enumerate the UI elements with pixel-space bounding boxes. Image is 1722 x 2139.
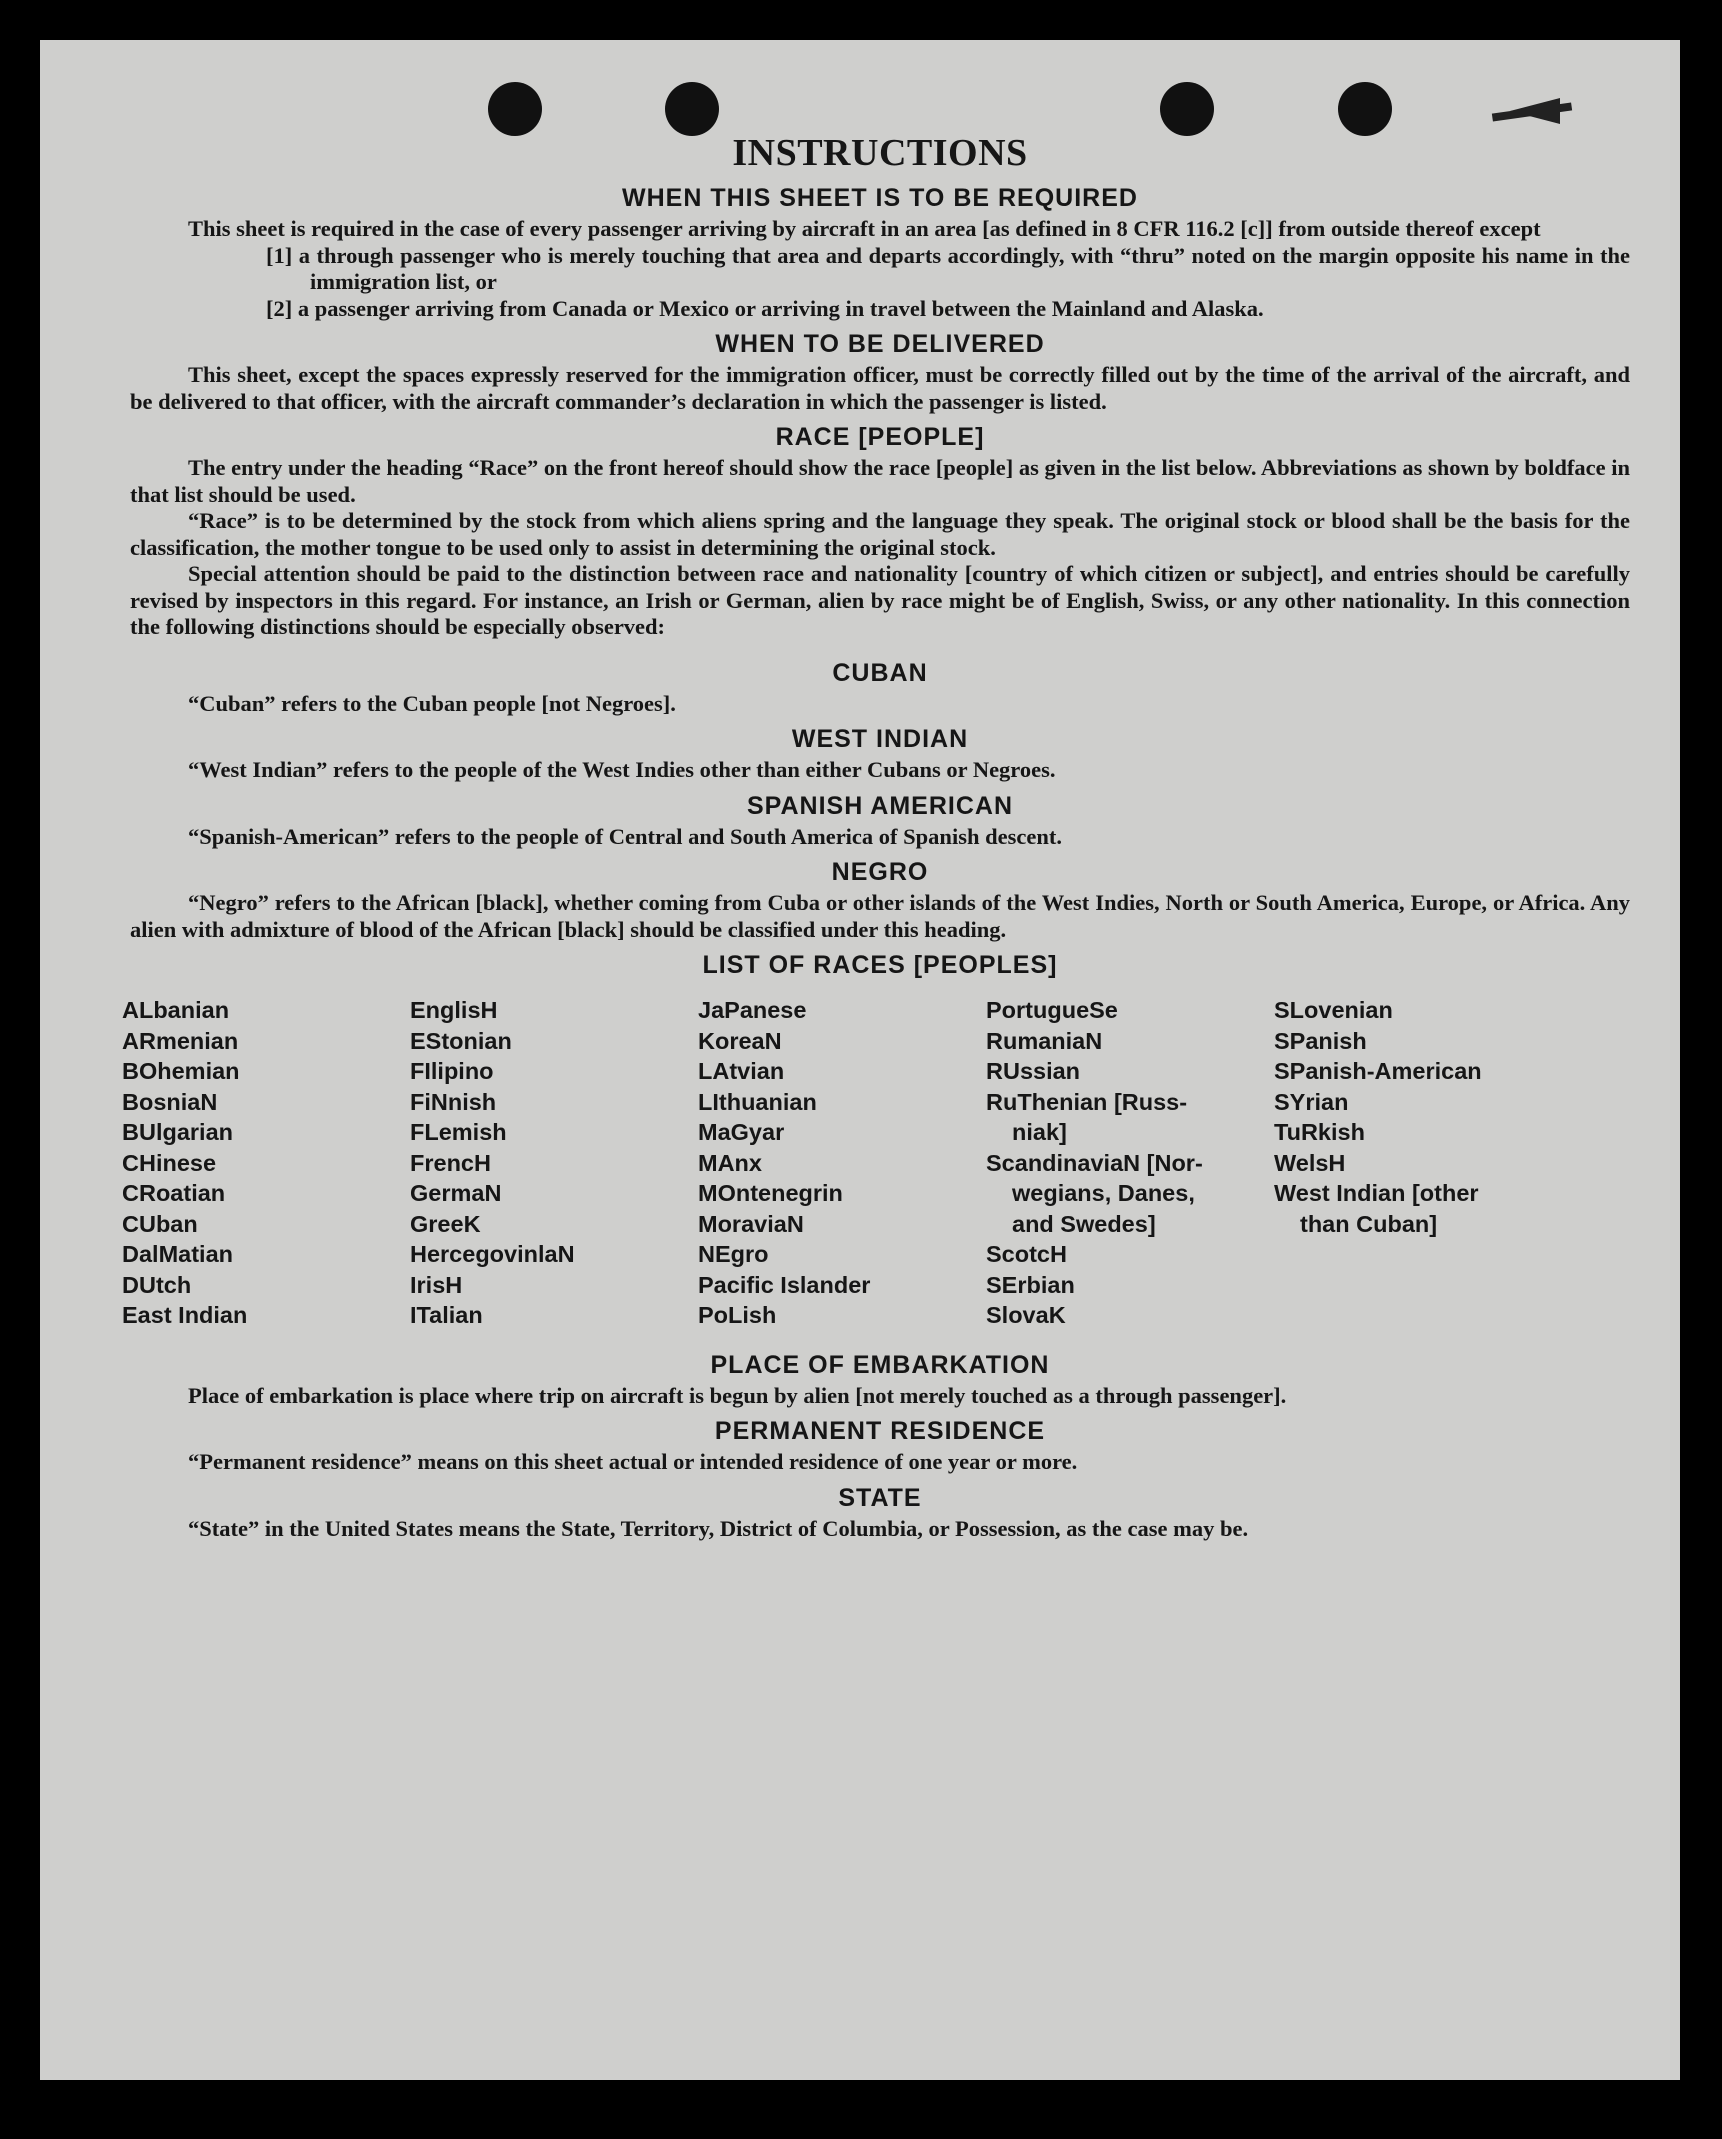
- punch-hole: [488, 82, 542, 136]
- race-column: [410, 995, 698, 1331]
- race-column: [1274, 995, 1562, 1331]
- spanish-american-text: “Spanish-American” refers to the people of Central and South America of Spanish descent.: [188, 823, 1062, 849]
- section-heading-permanent-residence: PERMANENT RESIDENCE: [714, 1417, 1046, 1445]
- race-entry: IrisH: [410, 1271, 463, 1298]
- race-entry: KoreaN: [698, 1027, 782, 1054]
- race-entry: FLemish: [410, 1119, 507, 1145]
- race-entry: East Indian: [122, 1302, 248, 1328]
- race-entry: EnglisH: [410, 997, 498, 1023]
- when-delivered-text: This sheet, except the spaces expressly reserved for the immigration officer, must be correctly filled out by the time of the arrival of the aircraft, and be delivered to that officer, with the aircraft commander’s declaration in which the passenger is listed.: [130, 362, 1630, 414]
- race-entry: PoLish: [698, 1302, 777, 1328]
- race-entry: BOhemian: [122, 1058, 240, 1084]
- race-entry: ScotcH: [986, 1241, 1067, 1267]
- race-entry: than Cuban]: [1300, 1210, 1438, 1237]
- race-entry: FiNnish: [410, 1088, 497, 1115]
- race-entry: West Indian [other: [1274, 1180, 1479, 1206]
- race-entry: CHinese: [122, 1149, 217, 1176]
- race-entry: ScandinaviaN [Nor-: [986, 1149, 1203, 1176]
- race-entry: BosniaN: [122, 1088, 218, 1115]
- race-entry: WelsH: [1274, 1149, 1346, 1176]
- race-entry: FIlipino: [410, 1058, 494, 1084]
- race-entry: niak]: [1012, 1119, 1067, 1145]
- punch-hole: [1160, 82, 1214, 136]
- race-entry: SPanish-American: [1274, 1058, 1482, 1084]
- punch-hole: [1338, 82, 1392, 136]
- race-entry: LAtvian: [698, 1058, 785, 1084]
- permanent-residence-text: “Permanent residence” means on this sheet actual or intended residence of one year or more.: [188, 1449, 1078, 1474]
- race-paragraph: The entry under the heading “Race” on the front hereof should show the race [people] as given in the list below. Abbreviations as shown by boldface in that list should be used.: [130, 455, 1630, 507]
- race-entry: SlovaK: [986, 1302, 1066, 1328]
- race-entry: and Swedes]: [1012, 1210, 1156, 1237]
- page-title: INSTRUCTIONS: [732, 132, 1028, 174]
- race-entry: GermaN: [410, 1180, 502, 1206]
- race-paragraph: “Race” is to be determined by the stock from which aliens spring and the language they speak. The original stock or blood shall be the basis for the classification, the mother tongue to be used only to assist in determining the original stock.: [130, 508, 1630, 560]
- corner-mark: [1510, 98, 1560, 124]
- race-entry: MoraviaN: [698, 1210, 804, 1237]
- section-heading-list-of-races: LIST OF RACES [PEOPLES]: [702, 951, 1058, 979]
- race-entry: CRoatian: [122, 1180, 226, 1206]
- exception-item: [2] a passenger arriving from Canada or Mexico or arriving in travel between the Mainland and Alaska.: [266, 295, 1264, 321]
- race-entry: MAnx: [698, 1149, 762, 1176]
- when-required-intro: This sheet is required in the case of every passenger arriving by aircraft in an area [as defined in 8 CFR 116.2 [c]] from outside thereof except: [188, 216, 1541, 241]
- race-entry: LIthuanian: [698, 1088, 817, 1115]
- instructions-content: [122, 130, 1630, 1542]
- race-entry: BUlgarian: [122, 1119, 233, 1145]
- race-entry: PortugueSe: [986, 997, 1118, 1023]
- section-heading-state: STATE: [838, 1483, 922, 1512]
- section-heading-spanish-american: SPANISH AMERICAN: [746, 791, 1013, 820]
- state-text: “State” in the United States means the State, Territory, District of Columbia, or Possession, as the case may be.: [188, 1515, 1249, 1541]
- section-heading-when-delivered: WHEN TO BE DELIVERED: [715, 330, 1045, 358]
- race-paragraph: Special attention should be paid to the distinction between race and nationality [country of which citizen or subject], and entries should be carefully revised by inspectors in this regard. For instance, an Irish or German, alien by race might be of English, Swiss, or any other nationality. In this connection the following distinctions should be especially observed:: [130, 561, 1630, 639]
- exception-item: [1] a through passenger who is merely touching that area and departs accordingly, with “thru” noted on the margin opposite his name in the immigration list, or: [266, 242, 1630, 294]
- race-entry: DalMatian: [122, 1241, 233, 1267]
- section-heading-west-indian: WEST INDIAN: [791, 725, 969, 753]
- race-entry: SLovenian: [1274, 997, 1393, 1023]
- section-heading-race: RACE [PEOPLE]: [775, 423, 985, 451]
- race-entry: HercegovinlaN: [410, 1241, 575, 1267]
- race-entry: SErbian: [986, 1271, 1075, 1298]
- punch-hole: [665, 82, 719, 136]
- section-heading-cuban: CUBAN: [832, 658, 928, 687]
- race-entry: MOntenegrin: [698, 1180, 843, 1206]
- race-entry: TuRkish: [1274, 1119, 1365, 1145]
- race-entry: CUban: [122, 1210, 198, 1237]
- race-entry: SYrian: [1274, 1088, 1349, 1115]
- document-sheet: [40, 40, 1680, 2080]
- list-of-races: [122, 995, 1630, 1331]
- negro-text: “Negro” refers to the African [black], whether coming from Cuba or other islands of the West Indies, North or South America, Europe, or Africa. Any alien with admixture of blood of the African [black] should be classified under this heading.: [130, 890, 1630, 942]
- race-entry: ARmenian: [122, 1027, 239, 1054]
- race-entry: FrencH: [410, 1149, 491, 1176]
- race-entry: JaPanese: [698, 997, 807, 1023]
- west-indian-text: “West Indian” refers to the people of the West Indies other than either Cubans or Negroes.: [188, 757, 1056, 782]
- race-column: [698, 995, 986, 1331]
- race-entry: RuThenian [Russ-: [986, 1088, 1188, 1115]
- race-column: [122, 995, 410, 1331]
- embarkation-text: Place of embarkation is place where trip on aircraft is begun by alien [not merely touched as a through passenger].: [188, 1382, 1287, 1408]
- race-entry: SPanish: [1274, 1027, 1367, 1054]
- race-entry: RumaniaN: [986, 1027, 1103, 1054]
- race-entry: Pacific Islander: [698, 1271, 871, 1298]
- race-entry: RUssian: [986, 1058, 1081, 1084]
- race-entry: ITalian: [410, 1302, 483, 1328]
- race-entry: GreeK: [410, 1210, 481, 1237]
- race-entry: DUtch: [122, 1271, 192, 1298]
- cuban-text: “Cuban” refers to the Cuban people [not Negroes].: [188, 690, 676, 716]
- race-column: [986, 995, 1274, 1331]
- section-heading-negro: NEGRO: [831, 858, 929, 886]
- section-heading-when-required: WHEN THIS SHEET IS TO BE REQUIRED: [622, 184, 1138, 212]
- race-entry: EStonian: [410, 1027, 512, 1054]
- race-entry: wegians, Danes,: [1012, 1180, 1195, 1206]
- section-heading-embarkation: PLACE OF EMBARKATION: [710, 1350, 1050, 1379]
- race-entry: ALbanian: [122, 997, 230, 1023]
- race-entry: MaGyar: [698, 1119, 785, 1145]
- race-entry: NEgro: [698, 1241, 769, 1267]
